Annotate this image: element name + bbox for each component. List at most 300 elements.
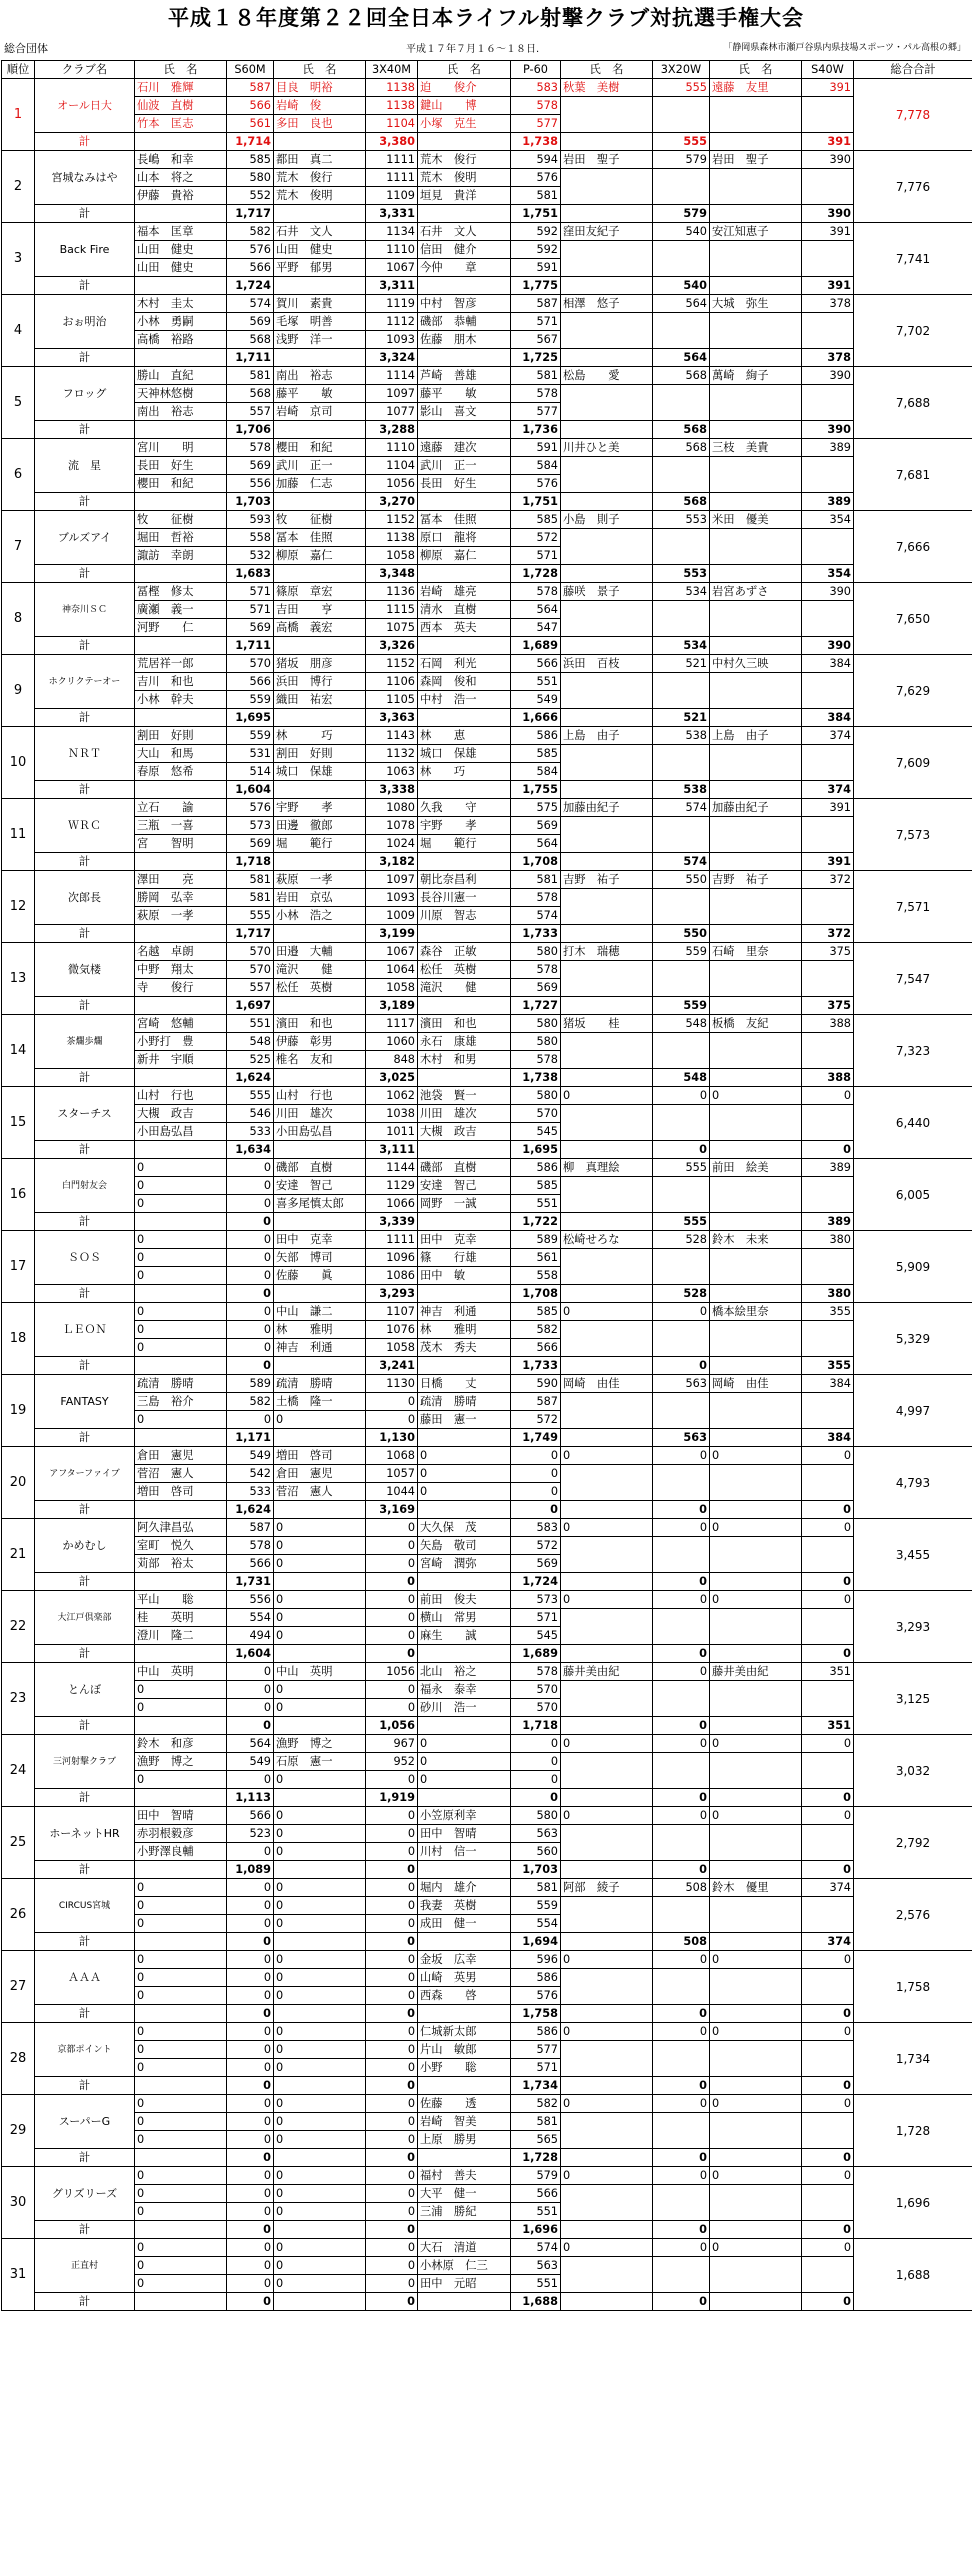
subtotal-label: 計 [35,2149,135,2167]
score-cell: 1115 [366,601,418,619]
score-cell: 0 [653,2239,710,2257]
spacer-cell [274,493,366,511]
table-row [2,457,972,475]
name-cell [710,2041,802,2059]
score-cell: 0 [227,2275,274,2293]
name-cell: 河野 仁 [135,619,227,637]
name-cell: 中村 浩一 [418,691,511,709]
score-cell: 570 [227,655,274,673]
name-cell: 0 [135,1699,227,1717]
name-cell: 0 [135,2185,227,2203]
score-cell: 494 [227,1627,274,1645]
team-total-cell: 1,728 [854,2095,972,2167]
name-cell: 櫻田 和紀 [135,475,227,493]
subtotal-row [2,1501,972,1519]
subtotal-score: 1,728 [511,565,561,583]
score-cell [653,1771,710,1789]
subtotal-score: 568 [653,493,710,511]
score-cell [653,1339,710,1357]
score-cell: 0 [802,1735,854,1753]
name-cell: 我妻 英樹 [418,1897,511,1915]
name-cell: 岩宮あずさ [710,583,802,601]
name-cell [561,1555,653,1573]
score-cell: 568 [227,385,274,403]
score-cell: 1104 [366,457,418,475]
table-row [2,2041,972,2059]
score-cell: 576 [227,241,274,259]
score-cell: 550 [653,871,710,889]
subtotal-label: 計 [35,1069,135,1087]
spacer-cell [135,1861,227,1879]
score-cell [802,763,854,781]
score-cell: 587 [511,1393,561,1411]
rank-cell: 11 [2,799,35,871]
score-cell [653,169,710,187]
spacer-cell [274,1933,366,1951]
team-total-cell: 2,576 [854,1879,972,1951]
subtotal-score: 390 [802,421,854,439]
name-cell: 0 [418,1447,511,1465]
name-cell [561,691,653,709]
name-cell [561,259,653,277]
score-cell [802,817,854,835]
name-cell: 岩崎 智美 [418,2113,511,2131]
subtotal-label: 計 [35,997,135,1015]
name-cell [710,1033,802,1051]
score-cell: 390 [802,367,854,385]
score-cell: 1063 [366,763,418,781]
score-cell: 567 [511,331,561,349]
spacer-cell [135,277,227,295]
team-total-cell: 3,032 [854,1735,972,1807]
spacer-cell [561,1141,653,1159]
subtotal-label: 計 [35,2005,135,2023]
spacer-cell [561,2149,653,2167]
score-cell: 374 [802,1879,854,1897]
name-cell: 木村 圭太 [135,295,227,313]
score-cell [653,691,710,709]
score-cell: 568 [653,439,710,457]
name-cell [710,385,802,403]
name-cell: 0 [710,2239,802,2257]
score-cell: 545 [511,1123,561,1141]
rank-cell: 27 [2,1951,35,2023]
name-cell: 岡崎 由佳 [710,1375,802,1393]
name-cell: 柳原 嘉仁 [418,547,511,565]
name-cell: 0 [561,1519,653,1537]
spacer-cell [135,709,227,727]
table-row [2,1735,972,1753]
score-cell: 564 [511,835,561,853]
subtotal-score: 0 [366,2293,418,2311]
score-cell: 0 [366,1609,418,1627]
results-table [1,60,972,2311]
score-cell [802,1609,854,1627]
name-cell [710,1915,802,1933]
subtotal-score: 3,338 [366,781,418,799]
score-cell: 0 [366,2095,418,2113]
name-cell: 田邉 大輔 [274,943,366,961]
score-cell: 1064 [366,961,418,979]
name-cell [561,241,653,259]
score-cell: 0 [227,1663,274,1681]
name-cell [710,601,802,619]
spacer-cell [274,1141,366,1159]
name-cell [710,1123,802,1141]
subtotal-score: 1,706 [227,421,274,439]
score-cell [653,2041,710,2059]
name-cell: 中山 英明 [135,1663,227,1681]
score-cell: 523 [227,1825,274,1843]
subtotal-row [2,1861,972,1879]
subtotal-score: 0 [653,1789,710,1807]
name-cell: 滝沢 健 [418,979,511,997]
name-cell: 藤平 敏 [418,385,511,403]
score-cell: 551 [511,673,561,691]
name-cell: 小野 聡 [418,2059,511,2077]
score-cell [802,1969,854,1987]
spacer-cell [274,2077,366,2095]
name-cell: 漁野 博之 [274,1735,366,1753]
name-cell: 芦崎 善雄 [418,367,511,385]
name-cell: 0 [274,1519,366,1537]
score-cell: 1096 [366,1249,418,1267]
column-header: 3X20W [653,61,710,79]
spacer-cell [274,1861,366,1879]
name-cell: 佐藤 透 [418,2095,511,2113]
spacer-cell [135,1285,227,1303]
table-row [2,691,972,709]
score-cell: 384 [802,1375,854,1393]
subtotal-score: 0 [227,2005,274,2023]
score-cell: 580 [227,169,274,187]
name-cell: 影山 喜文 [418,403,511,421]
spacer-cell [418,1861,511,1879]
name-cell: 浜田 百枝 [561,655,653,673]
table-row [2,1825,972,1843]
score-cell [802,1267,854,1285]
score-cell: 1109 [366,187,418,205]
table-row [2,1555,972,1573]
subtotal-score: 1,113 [227,1789,274,1807]
score-cell: 551 [227,1015,274,1033]
name-cell: 0 [135,1951,227,1969]
subtotal-row [2,1069,972,1087]
score-cell: 0 [653,1303,710,1321]
score-cell: 547 [511,619,561,637]
table-row [2,1339,972,1357]
score-cell: 0 [366,2131,418,2149]
name-cell: 0 [418,1735,511,1753]
table-row [2,763,972,781]
name-cell: 増田 啓司 [135,1483,227,1501]
club-name-cell: ＬＥＯＮ [35,1303,135,1357]
score-cell: 355 [802,1303,854,1321]
name-cell [561,2041,653,2059]
name-cell [710,547,802,565]
score-cell: 0 [366,2113,418,2131]
score-cell: 390 [802,583,854,601]
score-cell: 592 [511,241,561,259]
score-cell [653,673,710,691]
score-cell: 579 [653,151,710,169]
name-cell: 林 巧 [274,727,366,745]
team-total-cell: 7,778 [854,79,972,151]
name-cell [561,2275,653,2293]
score-cell: 572 [511,1537,561,1555]
spacer-cell [561,1069,653,1087]
name-cell: 0 [135,2041,227,2059]
score-cell: 0 [802,1519,854,1537]
score-cell: 0 [227,1915,274,1933]
name-cell: 宮 智明 [135,835,227,853]
name-cell: 川田 雄次 [418,1105,511,1123]
spacer-cell [561,1933,653,1951]
name-cell [561,2131,653,2149]
spacer-cell [561,1285,653,1303]
spacer-cell [135,421,227,439]
table-row [2,1105,972,1123]
name-cell: 上島 由子 [561,727,653,745]
rank-cell: 22 [2,1591,35,1663]
subtotal-score: 0 [802,2293,854,2311]
rank-cell: 3 [2,223,35,295]
score-cell: 1104 [366,115,418,133]
score-cell: 1110 [366,241,418,259]
subtotal-score: 1,604 [227,1645,274,1663]
name-cell: 岩崎 雄亮 [418,583,511,601]
score-cell: 1086 [366,1267,418,1285]
subtotal-label: 計 [35,1645,135,1663]
score-cell: 578 [511,961,561,979]
score-cell [802,745,854,763]
spacer-cell [710,1357,802,1375]
score-cell [653,115,710,133]
score-cell: 0 [227,1771,274,1789]
score-cell: 0 [227,1681,274,1699]
club-name-cell: 京都ポイント [35,2023,135,2077]
score-cell [802,1555,854,1573]
category-label: 総合団体 [4,42,48,55]
score-cell [653,2185,710,2203]
name-cell: 阿久津昌弘 [135,1519,227,1537]
spacer-cell [561,1717,653,1735]
spacer-cell [274,205,366,223]
name-cell: 0 [710,1519,802,1537]
spacer-cell [418,493,511,511]
score-cell: 580 [511,1807,561,1825]
score-cell: 1093 [366,889,418,907]
score-cell [802,1393,854,1411]
score-cell [802,835,854,853]
score-cell [802,961,854,979]
spacer-cell [274,2221,366,2239]
team-total-cell: 7,547 [854,943,972,1015]
name-cell: 小野打 豊 [135,1033,227,1051]
name-cell [710,1969,802,1987]
name-cell: 窪田友紀子 [561,223,653,241]
club-name-cell: 次郎長 [35,871,135,925]
score-cell: 0 [227,1195,274,1213]
score-cell: 586 [511,1159,561,1177]
subtotal-score: 1,749 [511,1429,561,1447]
club-name-cell: 宮城なみはや [35,151,135,205]
subtotal-score: 0 [511,1501,561,1519]
score-cell [653,1123,710,1141]
column-header: 順位 [2,61,35,79]
name-cell: 0 [710,2095,802,2113]
name-cell: 0 [274,1807,366,1825]
score-cell [653,745,710,763]
spacer-cell [561,637,653,655]
spacer-cell [135,349,227,367]
name-cell: 池袋 賢一 [418,1087,511,1105]
name-cell: 山田 健史 [274,241,366,259]
score-cell: 1119 [366,295,418,313]
score-cell [802,1681,854,1699]
score-cell [653,907,710,925]
score-cell: 0 [802,2023,854,2041]
spacer-cell [418,2005,511,2023]
score-cell: 0 [227,2041,274,2059]
team-total-cell: 7,681 [854,439,972,511]
score-cell: 578 [511,385,561,403]
name-cell: 宇野 孝 [418,817,511,835]
score-cell: 1097 [366,871,418,889]
score-cell [653,187,710,205]
spacer-cell [135,853,227,871]
club-name-cell: 正直村 [35,2239,135,2293]
score-cell: 0 [366,1951,418,1969]
team-total-cell: 1,696 [854,2167,972,2239]
score-cell: 1130 [366,1375,418,1393]
subtotal-score: 3,182 [366,853,418,871]
score-cell [802,1033,854,1051]
score-cell: 0 [366,1411,418,1429]
club-name-cell: ブルズアイ [35,511,135,565]
name-cell: 西本 英夫 [418,619,511,637]
name-cell [561,2203,653,2221]
score-cell: 557 [227,979,274,997]
score-cell: 1144 [366,1159,418,1177]
spacer-cell [418,1141,511,1159]
spacer-cell [710,2149,802,2167]
score-cell: 0 [227,1303,274,1321]
name-cell: 日橋 丈 [418,1375,511,1393]
team-total-cell: 3,293 [854,1591,972,1663]
name-cell: 小島 則子 [561,511,653,529]
table-row [2,961,972,979]
name-cell [710,673,802,691]
subtotal-score: 0 [653,1357,710,1375]
name-cell: 宇野 孝 [274,799,366,817]
subtotal-label: 計 [35,1933,135,1951]
spacer-cell [710,637,802,655]
subtotal-score: 1,733 [511,925,561,943]
subtotal-score: 375 [802,997,854,1015]
spacer-cell [710,1285,802,1303]
subtotal-score: 1,695 [511,1141,561,1159]
name-cell: 山崎 英男 [418,1969,511,1987]
name-cell [710,403,802,421]
score-cell: 551 [511,2203,561,2221]
subtotal-label: 計 [35,637,135,655]
name-cell: 矢部 博司 [274,1249,366,1267]
spacer-cell [135,2077,227,2095]
name-cell [561,475,653,493]
subtotal-score: 3,111 [366,1141,418,1159]
spacer-cell [710,349,802,367]
spacer-cell [561,277,653,295]
name-cell: 福永 泰幸 [418,1681,511,1699]
score-cell: 566 [227,1555,274,1573]
spacer-cell [135,2221,227,2239]
spacer-cell [418,277,511,295]
subtotal-label: 計 [35,781,135,799]
name-cell: 磯部 直樹 [274,1159,366,1177]
score-cell: 1138 [366,97,418,115]
score-cell [802,2131,854,2149]
score-cell: 1106 [366,673,418,691]
club-name-cell: 大江戸倶楽部 [35,1591,135,1645]
name-cell: 0 [135,1339,227,1357]
score-cell: 555 [653,79,710,97]
name-cell: 荒居祥一郎 [135,655,227,673]
spacer-cell [710,565,802,583]
score-cell: 578 [511,889,561,907]
score-cell [653,979,710,997]
score-cell [653,97,710,115]
spacer-cell [418,349,511,367]
subtotal-score: 521 [653,709,710,727]
name-cell: 朝比奈昌利 [418,871,511,889]
name-cell: 加藤由紀子 [561,799,653,817]
score-cell: 540 [653,223,710,241]
name-cell: 仙波 直樹 [135,97,227,115]
name-cell: 林 恵 [418,727,511,745]
score-cell [802,1339,854,1357]
subtotal-label: 計 [35,1501,135,1519]
name-cell: 山田 健史 [135,259,227,277]
subtotal-row [2,2293,972,2311]
name-cell: 石岡 利光 [418,655,511,673]
team-total-cell: 4,997 [854,1375,972,1447]
score-cell: 380 [802,1231,854,1249]
name-cell: 山本 将之 [135,169,227,187]
score-cell [653,2275,710,2293]
subtotal-score: 1,725 [511,349,561,367]
subtotal-score: 3,288 [366,421,418,439]
score-cell [802,1177,854,1195]
score-cell: 563 [511,2257,561,2275]
column-header: 総合合計 [854,61,972,79]
subtotal-score: 1,666 [511,709,561,727]
spacer-cell [710,709,802,727]
name-cell: 荒木 俊明 [418,169,511,187]
score-cell: 546 [227,1105,274,1123]
score-cell: 533 [227,1123,274,1141]
name-cell [710,1609,802,1627]
name-cell: 田中 敏 [418,1267,511,1285]
name-cell [561,673,653,691]
name-cell: 0 [274,1915,366,1933]
name-cell: 0 [274,2185,366,2203]
name-cell [561,331,653,349]
table-row [2,439,972,457]
spacer-cell [135,1645,227,1663]
score-cell: 0 [227,2131,274,2149]
name-cell: 安達 智己 [274,1177,366,1195]
